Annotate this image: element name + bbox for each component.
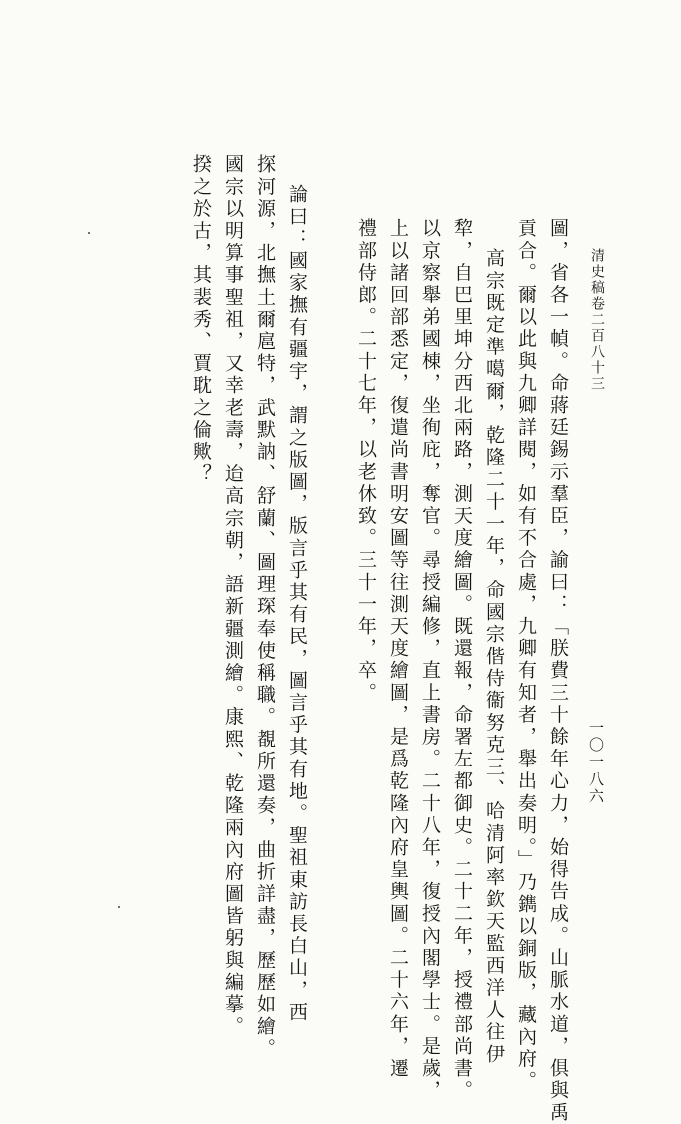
page-number: 一〇一八六 xyxy=(587,720,605,805)
book-title: 清史稿卷二百八十三 xyxy=(589,248,605,392)
text-column: 探河源，北撫土爾扈特，武默訥、舒蘭、圖理琛奉使稱職。覩所還奏，曲折詳盡，歷歷如繪。 xyxy=(254,154,276,1061)
text-column: 犂，自巴里坤分西北兩路，測天度繪圖。既還報，命署左都御史。二十二年，授禮部尚書。 xyxy=(451,218,473,1102)
text-column: 禮部侍郎。二十七年，以老休致。三十一年，卒。 xyxy=(355,218,377,705)
text-column: 論曰：國家撫有疆宇，謂之版圖，版言乎其有民，圖言乎其有地。聖祖東訪長白山，西 xyxy=(286,184,308,1024)
text-column: 圖，省各一幀。命蔣廷錫示羣臣，諭曰：「朕費三十餘年心力，始得告成。山脈水道，俱與禹 xyxy=(547,218,569,1124)
text-column: 揆之於古，其裴秀、賈耽之倫歟？ xyxy=(190,154,212,486)
text-column: 上以諸回部悉定，復遣尚書明安圖等往測天度繪圖，是爲乾隆內府皇輿圖。二十六年，遷 xyxy=(387,218,409,1080)
text-column: 國宗以明算事聖祖，又幸老壽，迨高宗朝，語新疆測繪。康熙、乾隆兩內府圖皆躬與編摹。 xyxy=(222,154,244,1038)
text-column: 高宗既定準噶爾，乾隆二十一年，命國宗偕侍衞努克三、哈清阿率欽天監西洋人往伊 xyxy=(483,248,505,1066)
text-column: 貢合。爾以此與九卿詳閱，如有不合處，九卿有知者，舉出奏明。」乃鐫以銅版，藏內府。 xyxy=(515,218,537,1093)
text-column: 以京察舉弟國棟，坐徇庇，奪官。尋授編修，直上書房。二十八年，復授內閣學士。是歲， xyxy=(419,218,441,1102)
scan-speck xyxy=(118,906,120,908)
scan-speck xyxy=(88,232,90,234)
